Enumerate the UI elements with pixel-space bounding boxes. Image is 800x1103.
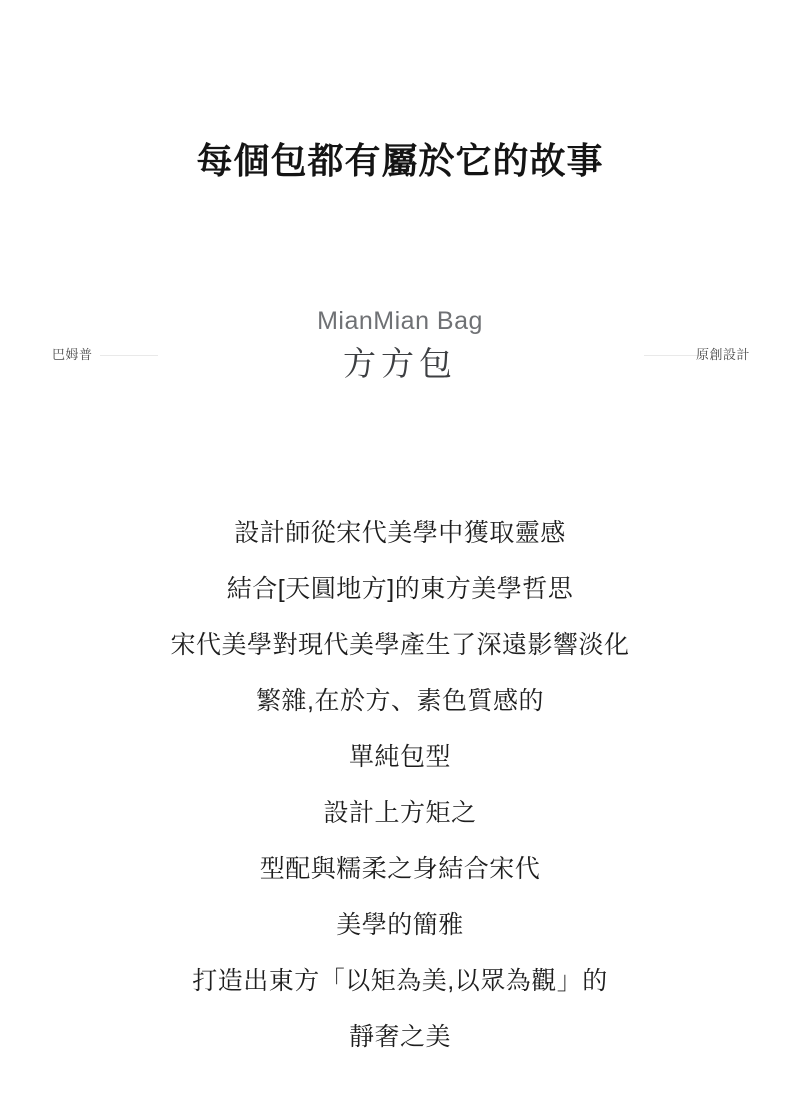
body-line: 型配與糯柔之身結合宋代 (259, 855, 541, 883)
body-line: 設計上方矩之 (323, 799, 477, 827)
body-line: 結合[天圓地方]的東方美學哲思 (226, 575, 574, 603)
brand-name-english: MianMian Bag (317, 307, 483, 335)
brand-block (0, 305, 800, 386)
body-line: 單純包型 (348, 743, 451, 771)
body-copy (0, 505, 800, 1065)
divider-line-right (644, 355, 702, 356)
body-line: 宋代美學對現代美學產生了深遠影響淡化 (170, 631, 630, 659)
tag-left-brand: 巴姆普 (52, 347, 93, 362)
body-line: 美學的簡雅 (336, 911, 464, 939)
body-line: 打造出東方「以矩為美,以眾為觀」的 (192, 967, 608, 995)
body-line: 繁雜,在於方、素色質感的 (256, 687, 544, 715)
tag-right-original-design: 原創設計 (695, 347, 750, 362)
divider-line-left (100, 355, 158, 356)
body-line: 設計師從宋代美學中獲取靈感 (234, 519, 566, 547)
body-line: 靜奢之美 (348, 1023, 451, 1051)
brand-name-chinese: 方方包 (343, 344, 457, 382)
page-headline: 每個包都有屬於它的故事 (196, 140, 604, 181)
